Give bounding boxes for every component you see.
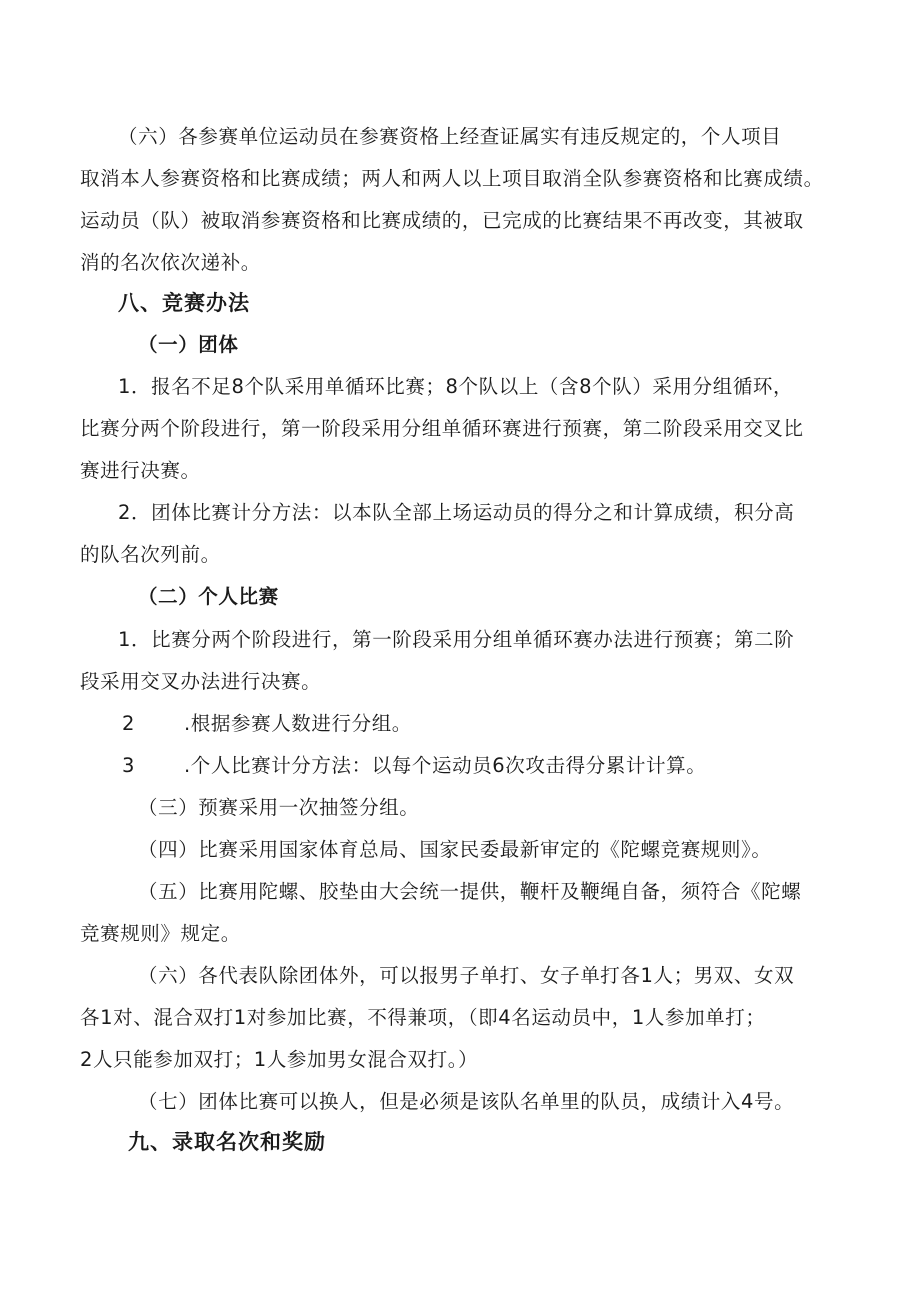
subheading-individual: （二）个人比赛	[138, 585, 279, 608]
paragraph-entries-line-3: 2人只能参加双打；1人参加男女混合双打。）	[80, 1048, 479, 1071]
team-item-1-line-2: 比赛分两个阶段进行，第一阶段采用分组单循环赛进行预赛，第二阶段采用交叉比	[80, 417, 804, 440]
paragraph-entries-line-1: （六）各代表队除团体外，可以报男子单打、女子单打各1人；男双、女双	[138, 964, 795, 987]
individual-item-3-text: .个人比赛计分方法：以每个运动员6次攻击得分累计计算。	[184, 754, 707, 777]
team-item-2-line-1: 2．团体比赛计分方法：以本队全部上场运动员的得分之和计算成绩，积分高	[118, 501, 795, 524]
paragraph-equipment-line-1: （五）比赛用陀螺、胶垫由大会统一提供，鞭杆及鞭绳自备，须符合《陀螺	[138, 880, 802, 903]
individual-item-3-number: 3	[122, 754, 136, 777]
paragraph-violation-line-3: 运动员（队）被取消参赛资格和比赛成绩的，已完成的比赛结果不再改变，其被取	[80, 209, 804, 232]
paragraph-draw: （三）预赛采用一次抽签分组。	[138, 796, 420, 819]
subheading-team: （一）团体	[138, 333, 239, 356]
individual-item-2-number: 2	[122, 712, 136, 735]
paragraph-entries-line-2: 各1对、混合双打1对参加比赛，不得兼项，（即4名运动员中，1人参加单打；	[80, 1006, 766, 1029]
paragraph-rules: （四）比赛采用国家体育总局、国家民委最新审定的《陀螺竞赛规则》。	[138, 838, 772, 861]
paragraph-equipment-line-2: 竞赛规则》规定。	[80, 922, 241, 945]
team-item-1-line-1: 1．报名不足8个队采用单循环比赛；8个队以上（含8个队）采用分组循环，	[118, 375, 794, 398]
section-heading-rankings-awards: 九、录取名次和奖励	[128, 1130, 326, 1154]
paragraph-substitution: （七）团体比赛可以换人，但是必须是该队名单里的队员，成绩计入4号。	[138, 1090, 795, 1113]
team-item-2-line-2: 的队名次列前。	[80, 543, 221, 566]
paragraph-violation-line-2: 取消本人参赛资格和比赛成绩；两人和两人以上项目取消全队参赛资格和比赛成绩。	[80, 167, 824, 190]
paragraph-violation-line-4: 消的名次依次递补。	[80, 251, 261, 274]
individual-item-2-text: .根据参赛人数进行分组。	[184, 712, 412, 735]
paragraph-violation-line-1: （六）各参赛单位运动员在参赛资格上经查证属实有违反规定的，个人项目	[118, 125, 782, 148]
team-item-1-line-3: 赛进行决赛。	[80, 459, 201, 482]
section-heading-competition-method: 八、竞赛办法	[118, 291, 250, 315]
individual-item-1-line-2: 段采用交叉办法进行决赛。	[80, 670, 322, 693]
individual-item-1-line-1: 1．比赛分两个阶段进行，第一阶段采用分组单循环赛办法进行预赛；第二阶	[118, 628, 795, 651]
